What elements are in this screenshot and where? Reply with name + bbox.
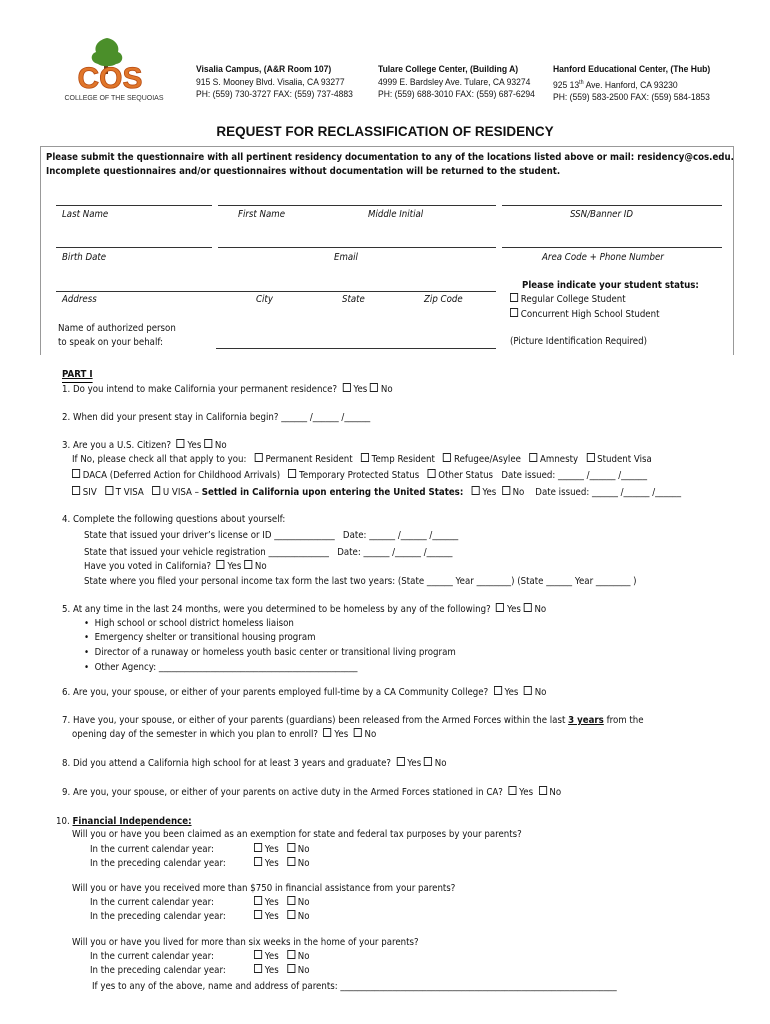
checkbox[interactable] <box>287 964 295 973</box>
checkbox[interactable] <box>217 560 225 569</box>
hanford-phone: PH: (559) 583-2500 FAX: (559) 584-1853 <box>553 92 710 104</box>
authorized-label-1: Name of authorized person <box>58 323 176 334</box>
question-10a-preceding-choices: Yes No <box>254 857 310 871</box>
list-item: • High school or school district homeless liaison <box>84 618 294 629</box>
authorized-label-2: to speak on your behalf: <box>58 337 164 348</box>
ssn-line[interactable] <box>502 205 722 206</box>
question-10-parents: If yes to any of the above, name and address of parents: ________________________________________________________________ <box>92 981 617 992</box>
birth-date-label: Birth Date <box>62 252 107 263</box>
checkbox[interactable] <box>254 910 262 919</box>
first-name-label: First Name <box>238 209 286 220</box>
question-10a-preceding: In the preceding calendar year: <box>90 858 226 869</box>
question-3-options: If No, please check all that apply to you: Permanent Resident Temp Resident Refugee/Asylee Amnesty Student Visa <box>72 454 652 465</box>
question-3-visa: SIV T VISA U VISA – Settled in California upon entering the United States: Yes No Date issued: ______ /______ /______ <box>72 486 681 500</box>
checkbox[interactable] <box>244 560 252 569</box>
question-10c-current-choices: Yes No <box>254 950 310 964</box>
state-label: State <box>342 294 365 305</box>
question-5: 5. At any time in the last 24 months, were you determined to be homeless by any of the following? Yes No <box>62 604 547 615</box>
checkbox[interactable] <box>510 293 518 302</box>
checkbox[interactable] <box>424 757 432 766</box>
question-6: 6. Are you, your spouse, or either of your parents employed full-time by a CA Community College? Yes No <box>62 687 547 698</box>
tulare-center <box>378 64 535 102</box>
question-10b-preceding-choices: Yes No <box>254 910 310 924</box>
city-label: City <box>256 294 273 305</box>
authorized-line[interactable] <box>216 348 496 349</box>
question-10b-current-choices: Yes No <box>254 896 310 910</box>
status-note: (Picture Identification Required) <box>510 336 647 347</box>
checkbox[interactable] <box>72 469 80 478</box>
college-of-the-sequoias-logo <box>52 36 172 106</box>
last-name-line[interactable] <box>56 205 212 206</box>
checkbox[interactable] <box>427 469 435 478</box>
question-4-vehicle: State that issued your vehicle registration ______________ Date: ______ /______ /______ <box>84 547 453 558</box>
address-label: Address <box>62 294 97 305</box>
birth-date-line[interactable] <box>56 247 212 248</box>
checkbox[interactable] <box>177 439 185 448</box>
question-2: 2. When did your present stay in California begin? ______ /______ /______ <box>62 412 371 423</box>
question-1: 1. Do you intend to make California your permanent residence? Yes No <box>62 384 393 395</box>
phone-label: Area Code + Phone Number <box>542 252 664 263</box>
question-10a: Will you or have you been claimed as an exemption for state and federal tax purposes by your parents? <box>72 829 522 840</box>
hanford-center <box>553 64 710 105</box>
checkbox[interactable] <box>287 896 295 905</box>
checkbox[interactable] <box>254 843 262 852</box>
checkbox[interactable] <box>287 910 295 919</box>
part-1-heading: PART I <box>62 368 93 383</box>
question-3: 3. Are you a U.S. Citizen? Yes No <box>62 440 227 451</box>
checkbox[interactable] <box>287 857 295 866</box>
question-10c-current: In the current calendar year: <box>90 951 214 962</box>
question-10b: Will you or have you received more than $750 in financial assistance from your parents? <box>72 883 456 894</box>
checkbox[interactable] <box>105 486 113 495</box>
status-regular[interactable]: Regular College Student <box>510 293 626 307</box>
page-title: REQUEST FOR RECLASSIFICATION OF RESIDENCY <box>216 124 554 139</box>
question-10c-preceding: In the preceding calendar year: <box>90 965 226 976</box>
phone-line[interactable] <box>502 247 722 248</box>
zip-label: Zip Code <box>424 294 463 305</box>
checkbox[interactable] <box>255 453 263 462</box>
question-4: 4. Complete the following questions about yourself: <box>62 514 286 525</box>
question-7: 7. Have you, your spouse, or either of your parents (guardians) been released from the Armed Forces within the last 3 years from the <box>62 715 644 726</box>
checkbox[interactable] <box>370 383 378 392</box>
checkbox[interactable] <box>204 439 212 448</box>
svg-text:COS: COS <box>77 62 143 95</box>
checkbox[interactable] <box>529 453 537 462</box>
question-7-cont: opening day of the semester in which you plan to enroll? Yes No <box>72 729 377 740</box>
tulare-name: Tulare College Center, (Building A) <box>378 64 519 75</box>
question-4-voted: Have you voted in California? Yes No <box>84 561 267 572</box>
hanford-name: Hanford Educational Center, (The Hub) <box>553 64 711 75</box>
question-10b-preceding: In the preceding calendar year: <box>90 911 226 922</box>
checkbox[interactable] <box>396 757 404 766</box>
question-9: 9. Are you, your spouse, or either of your parents on active duty in the Armed Forces stationed in CA? Yes No <box>62 787 562 798</box>
question-10: 10. Financial Independence: <box>56 816 192 827</box>
question-10c: Will you or have you lived for more than six weeks in the home of your parents? <box>72 937 419 948</box>
checkbox[interactable] <box>287 950 295 959</box>
tulare-phone: PH: (559) 688-3010 FAX: (559) 687-6294 <box>378 89 535 100</box>
question-10a-current: In the current calendar year: <box>90 844 214 855</box>
checkbox[interactable] <box>72 486 80 495</box>
checkbox[interactable] <box>443 453 451 462</box>
address-line[interactable] <box>56 291 496 292</box>
checkbox[interactable] <box>494 686 502 695</box>
hanford-address: 925 13th Ave. Hanford, CA 93230 <box>553 79 678 91</box>
question-3-daca: DACA (Deferred Action for Childhood Arrivals) Temporary Protected Status Other Status Date issued: ______ /______ /______ <box>72 469 647 483</box>
checkbox[interactable] <box>254 964 262 973</box>
checkbox[interactable] <box>152 486 160 495</box>
question-10a-current-choices: Yes No <box>254 843 310 857</box>
question-10b-current: In the current calendar year: <box>90 897 214 908</box>
instructions-line-2: Incomplete questionnaires and/or questionnaires without documentation will be returned to the student. <box>46 166 561 177</box>
question-10c-preceding-choices: Yes No <box>254 964 310 978</box>
checkbox[interactable] <box>539 786 547 795</box>
ssn-label: SSN/Banner ID <box>570 209 633 220</box>
instructions-line-1: Please submit the questionnaire with all pertinent residency documentation to any of the locations listed above or mail: residency@cos.edu. <box>46 152 734 163</box>
name-line[interactable] <box>218 205 496 206</box>
visalia-phone: PH: (559) 730-3727 FAX: (559) 737-4883 <box>196 89 353 100</box>
visalia-address: 915 S. Mooney Blvd. Visalia, CA 93277 <box>196 76 345 88</box>
checkbox[interactable] <box>510 308 518 317</box>
list-item: • Director of a runaway or homeless youth basic center or transitional living program <box>84 647 456 658</box>
email-line[interactable] <box>218 247 496 248</box>
checkbox[interactable] <box>324 728 332 737</box>
checkbox[interactable] <box>524 603 532 612</box>
checkbox[interactable] <box>586 453 594 462</box>
question-4-license: State that issued your driver’s license or ID ______________ Date: ______ /______ /______ <box>84 530 459 541</box>
checkbox[interactable] <box>361 453 369 462</box>
status-heading: Please indicate your student status: <box>522 280 699 291</box>
visalia-campus <box>196 64 353 102</box>
svg-text:COLLEGE OF THE SEQUOIAS: COLLEGE OF THE SEQUOIAS <box>64 95 164 102</box>
checkbox[interactable] <box>502 486 510 495</box>
email-label: Email <box>334 252 358 263</box>
checkbox[interactable] <box>254 950 262 959</box>
checkbox[interactable] <box>343 383 351 392</box>
question-4-tax: State where you filed your personal income tax form the last two years: (State ______ Year ________) (State ______ Year ________ ) <box>84 576 637 587</box>
middle-initial-label: Middle Initial <box>368 209 424 220</box>
checkbox[interactable] <box>496 603 504 612</box>
last-name-label: Last Name <box>62 209 109 220</box>
checkbox[interactable] <box>288 469 296 478</box>
checkbox[interactable] <box>524 686 532 695</box>
question-8: 8. Did you attend a California high school for at least 3 years and graduate? Yes No <box>62 758 447 769</box>
checkbox[interactable] <box>254 896 262 905</box>
tulare-address: 4999 E. Bardsley Ave. Tulare, CA 93274 <box>378 76 531 88</box>
checkbox[interactable] <box>354 728 362 737</box>
list-item: • Emergency shelter or transitional housing program <box>84 632 316 643</box>
checkbox[interactable] <box>287 843 295 852</box>
checkbox[interactable] <box>254 857 262 866</box>
list-item: • Other Agency: ______________________________________________ <box>84 662 358 673</box>
visalia-name: Visalia Campus, (A&R Room 107) <box>196 64 332 75</box>
checkbox[interactable] <box>472 486 480 495</box>
checkbox[interactable] <box>508 786 516 795</box>
status-concurrent[interactable]: Concurrent High School Student <box>510 308 659 322</box>
